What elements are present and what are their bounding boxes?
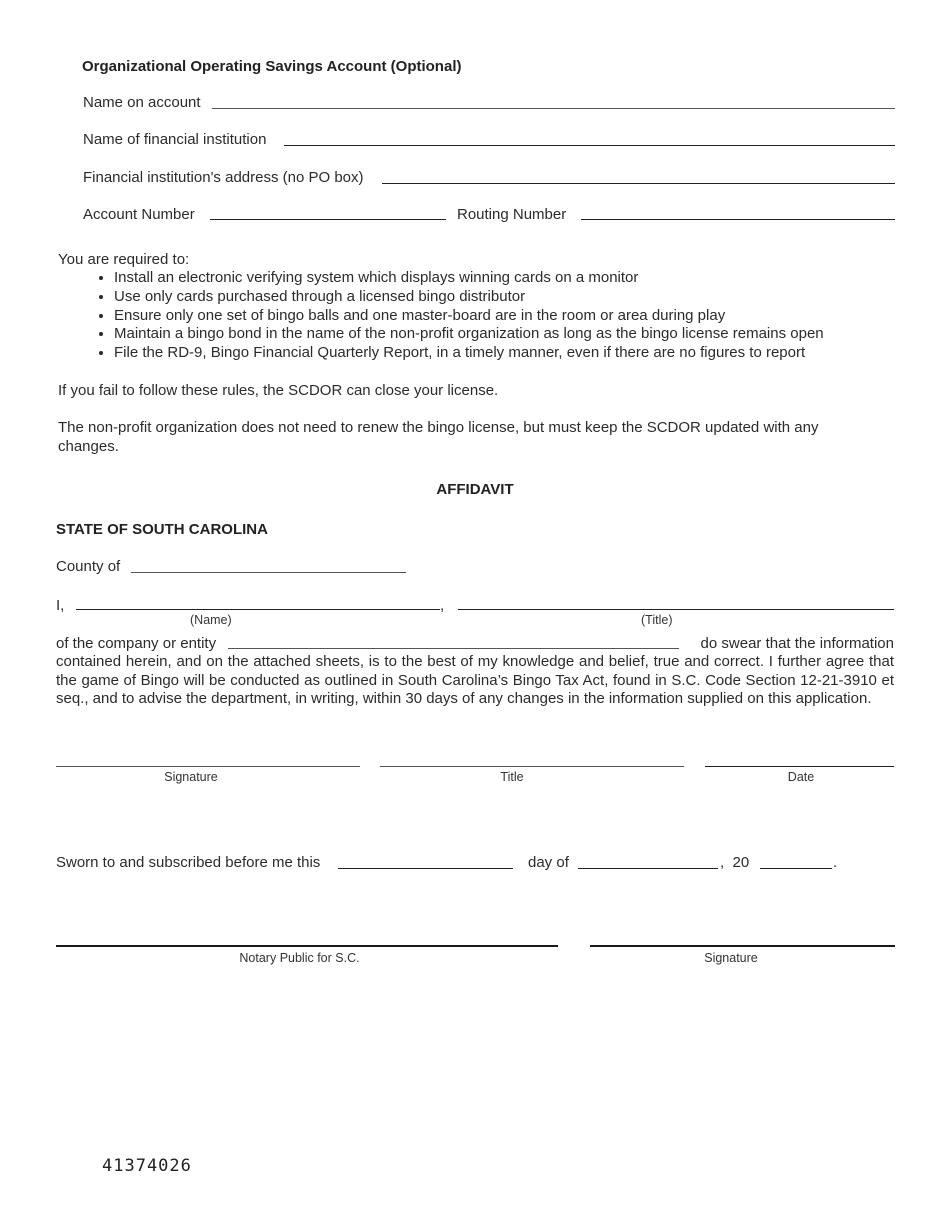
- year-prefix: , 20: [720, 854, 750, 871]
- institution-address-label: Financial institution's address (no PO box): [83, 169, 364, 186]
- account-number-field[interactable]: [210, 219, 446, 220]
- form-code: 41374026: [102, 1156, 192, 1176]
- requirement-item: • Use only cards purchased through a licensed bingo distributor: [114, 288, 824, 307]
- routing-number-field[interactable]: [581, 219, 895, 220]
- affidavit-title: AFFIDAVIT: [436, 481, 514, 498]
- state-heading: STATE OF SOUTH CAROLINA: [56, 521, 268, 538]
- routing-number-label: Routing Number: [457, 206, 567, 223]
- requirements-list: [96, 269, 824, 363]
- sworn-year-field[interactable]: [760, 868, 832, 869]
- i-label: I,: [56, 597, 65, 614]
- notary-public-caption: Notary Public for S.C.: [239, 951, 360, 965]
- sworn-label: Sworn to and subscribed before me this: [56, 854, 321, 871]
- day-of-label: day of: [528, 854, 569, 871]
- name-on-account-field[interactable]: [212, 108, 895, 109]
- notary-signature-caption: Signature: [704, 951, 758, 965]
- entity-label: of the company or entity: [56, 635, 217, 652]
- date-field[interactable]: [705, 766, 894, 767]
- requirement-item: • File the RD-9, Bingo Financial Quarterly Report, in a timely manner, even if there are no figures to report: [114, 344, 824, 363]
- affidavit-body: contained herein, and on the attached sheets, is to the best of my knowledge and belief, true and correct. I further agree that the game of Bingo will be conducted as outlined in South Carolina’s Bingo Tax Act, found in S.C. Code Section 12-21-3910 et seq., and to advise the department, in writing, within 30 days of any changes in the information supplied on this application.: [56, 653, 894, 708]
- name-caption: (Name): [190, 613, 232, 627]
- fail-notice: If you fail to follow these rules, the SCDOR can close your license.: [58, 382, 499, 399]
- requirements-intro: You are required to:: [58, 251, 190, 268]
- title-caption-bottom: Title: [500, 770, 524, 784]
- account-number-label: Account Number: [83, 206, 195, 223]
- name-title-comma: ,: [440, 597, 445, 614]
- county-field[interactable]: [131, 572, 406, 573]
- signature-field[interactable]: [56, 766, 360, 767]
- affiant-name-field[interactable]: [76, 609, 440, 610]
- institution-address-field[interactable]: [382, 183, 895, 184]
- savings-account-title: Organizational Operating Savings Account (Optional): [82, 58, 462, 75]
- title-field[interactable]: [380, 766, 684, 767]
- swear-text: do swear that the information: [700, 635, 894, 652]
- sworn-month-field[interactable]: [578, 868, 718, 869]
- renew-notice: The non-profit organization does not need to renew the bingo license, but must keep the SCDOR updated with any changes.: [58, 419, 819, 455]
- name-on-account-label: Name on account: [83, 94, 201, 111]
- financial-institution-label: Name of financial institution: [83, 131, 267, 148]
- notary-public-field[interactable]: [56, 945, 558, 947]
- financial-institution-field[interactable]: [284, 145, 895, 146]
- requirement-item: • Ensure only one set of bingo balls and one master-board are in the room or area during play: [114, 307, 824, 326]
- sworn-period: .: [833, 854, 838, 871]
- sworn-day-field[interactable]: [338, 868, 513, 869]
- affiant-title-field[interactable]: [458, 609, 894, 610]
- entity-field[interactable]: [228, 648, 679, 649]
- title-caption: (Title): [641, 613, 673, 627]
- signature-caption: Signature: [164, 770, 218, 784]
- notary-signature-field[interactable]: [590, 945, 895, 947]
- requirement-item: • Install an electronic verifying system which displays winning cards on a monitor: [114, 269, 824, 288]
- date-caption: Date: [787, 770, 815, 784]
- county-label: County of: [56, 558, 121, 575]
- requirement-item: • Maintain a bingo bond in the name of the non-profit organization as long as the bingo license remains open: [114, 325, 824, 344]
